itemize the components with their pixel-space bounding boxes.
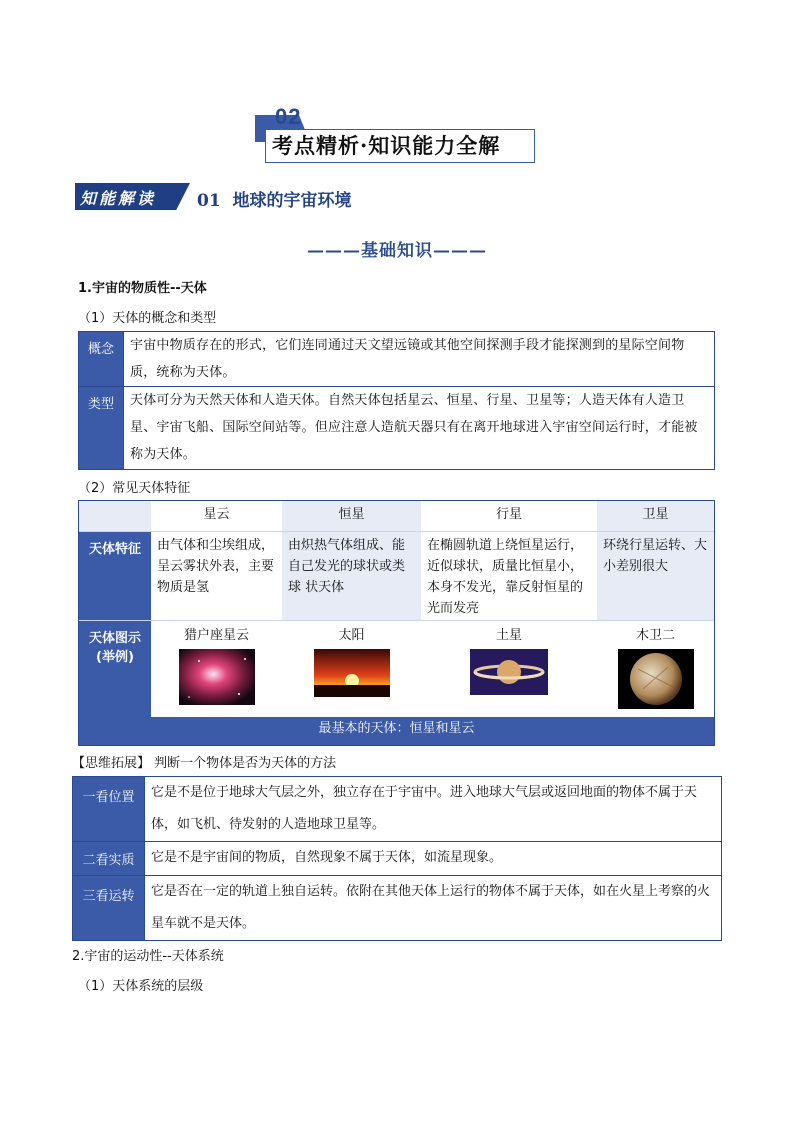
header-row bbox=[79, 501, 714, 532]
image-cell bbox=[597, 621, 714, 717]
part2-sub1: （1）天体系统的层级 bbox=[78, 979, 204, 994]
section-title bbox=[197, 186, 352, 211]
nebula-image bbox=[179, 649, 255, 705]
table-row bbox=[73, 876, 721, 940]
section-tag: 知能解读 bbox=[80, 189, 157, 208]
feature-cell: 由气体和尘埃组成，呈云雾状外表，主要物质是氢 bbox=[157, 538, 275, 595]
celestial-table bbox=[78, 500, 715, 746]
feature-cell: 在椭圆轨道上绕恒星运行，近似球状，质量比恒星小，本身不发光，靠反射恒星的光而发亮 bbox=[427, 538, 584, 616]
image-cell bbox=[151, 621, 282, 717]
table-row bbox=[73, 842, 721, 876]
feature-cell: 环绕行星运转、大小差别很大 bbox=[597, 532, 714, 620]
row-label: 概念 bbox=[79, 332, 124, 386]
part1-sub2: （2）常见天体特征 bbox=[78, 481, 191, 496]
image-cell bbox=[282, 621, 421, 717]
center-title: ———基础知识——— bbox=[307, 241, 487, 261]
table-row bbox=[79, 332, 714, 387]
sun-image bbox=[314, 649, 390, 697]
row-text: 它是否在一定的轨道上独自运转。依附在其他天体上运行的物体不属于天体，如在火星上考察的火星车就不是天体。 bbox=[151, 884, 711, 931]
header-cell bbox=[79, 501, 151, 531]
example-name: 猎户座星云 bbox=[183, 628, 249, 643]
image-label-line1: 天体图示 bbox=[88, 631, 141, 646]
row-label: 二看实质 bbox=[73, 842, 145, 875]
row-label: 一看位置 bbox=[73, 777, 145, 841]
example-name: 太阳 bbox=[338, 628, 365, 643]
image-cell bbox=[421, 621, 597, 717]
header-number: 02 bbox=[275, 104, 302, 129]
section-number: 01 bbox=[197, 191, 221, 211]
row-text: 宇宙中物质存在的形式，它们连同通过天文望远镜或其他空间探测手段才能探测到的星际空间物质，统称为天体。 bbox=[130, 338, 685, 380]
image-label-line2: (举例) bbox=[96, 650, 134, 665]
row-label: 三看运转 bbox=[73, 876, 145, 940]
header-cell: 恒星 bbox=[282, 501, 421, 531]
table-footer: 最基本的天体：恒星和星云 bbox=[79, 717, 714, 745]
feature-cell: 由炽热气体组成、能自己发光的球状或类 球 状天体 bbox=[282, 532, 421, 620]
image-label bbox=[79, 621, 151, 717]
europa-image bbox=[618, 649, 694, 709]
header-title: 考点精析·知识能力全解 bbox=[272, 133, 501, 158]
part1-sub1: （1）天体的概念和类型 bbox=[78, 311, 217, 326]
row-text: 天体可分为天然天体和人造天体。自然天体包括星云、恒星、行星、卫星等；人造天体有人造卫星、宇宙飞船、国际空间站等。但应注意人造航天器只有在离开地球进入宇宙空间运行时，才能被称为天体。 bbox=[130, 393, 698, 462]
table-row bbox=[79, 387, 714, 469]
section-title-text: 地球的宇宙环境 bbox=[232, 191, 352, 211]
header-cell: 行星 bbox=[495, 507, 522, 522]
part1-heading: 1.宇宙的物质性--天体 bbox=[78, 281, 207, 296]
row-label: 类型 bbox=[79, 387, 124, 469]
concept-table bbox=[78, 331, 715, 470]
row-text: 它是不是位于地球大气层之外，独立存在于宇宙中。进入地球大气层或返回地面的物体不属于天体，如飞机、待发射的人造地球卫星等。 bbox=[151, 785, 698, 832]
table-row bbox=[73, 777, 721, 842]
saturn-image bbox=[470, 649, 548, 695]
part2-heading: 2.宇宙的运动性--天体系统 bbox=[72, 949, 224, 964]
feature-label: 天体特征 bbox=[79, 532, 151, 620]
example-name: 土星 bbox=[495, 628, 522, 643]
example-name: 木卫二 bbox=[635, 628, 675, 643]
thinking-heading: 【思维拓展】 判断一个物体是否为天体的方法 bbox=[72, 756, 337, 771]
row-text: 它是不是宇宙间的物质，自然现象不属于天体，如流星现象。 bbox=[151, 850, 503, 865]
header-cell: 卫星 bbox=[597, 501, 714, 531]
header-cell: 星云 bbox=[203, 507, 230, 522]
feature-row bbox=[79, 532, 714, 621]
thinking-table bbox=[72, 776, 722, 941]
image-row bbox=[79, 621, 714, 717]
